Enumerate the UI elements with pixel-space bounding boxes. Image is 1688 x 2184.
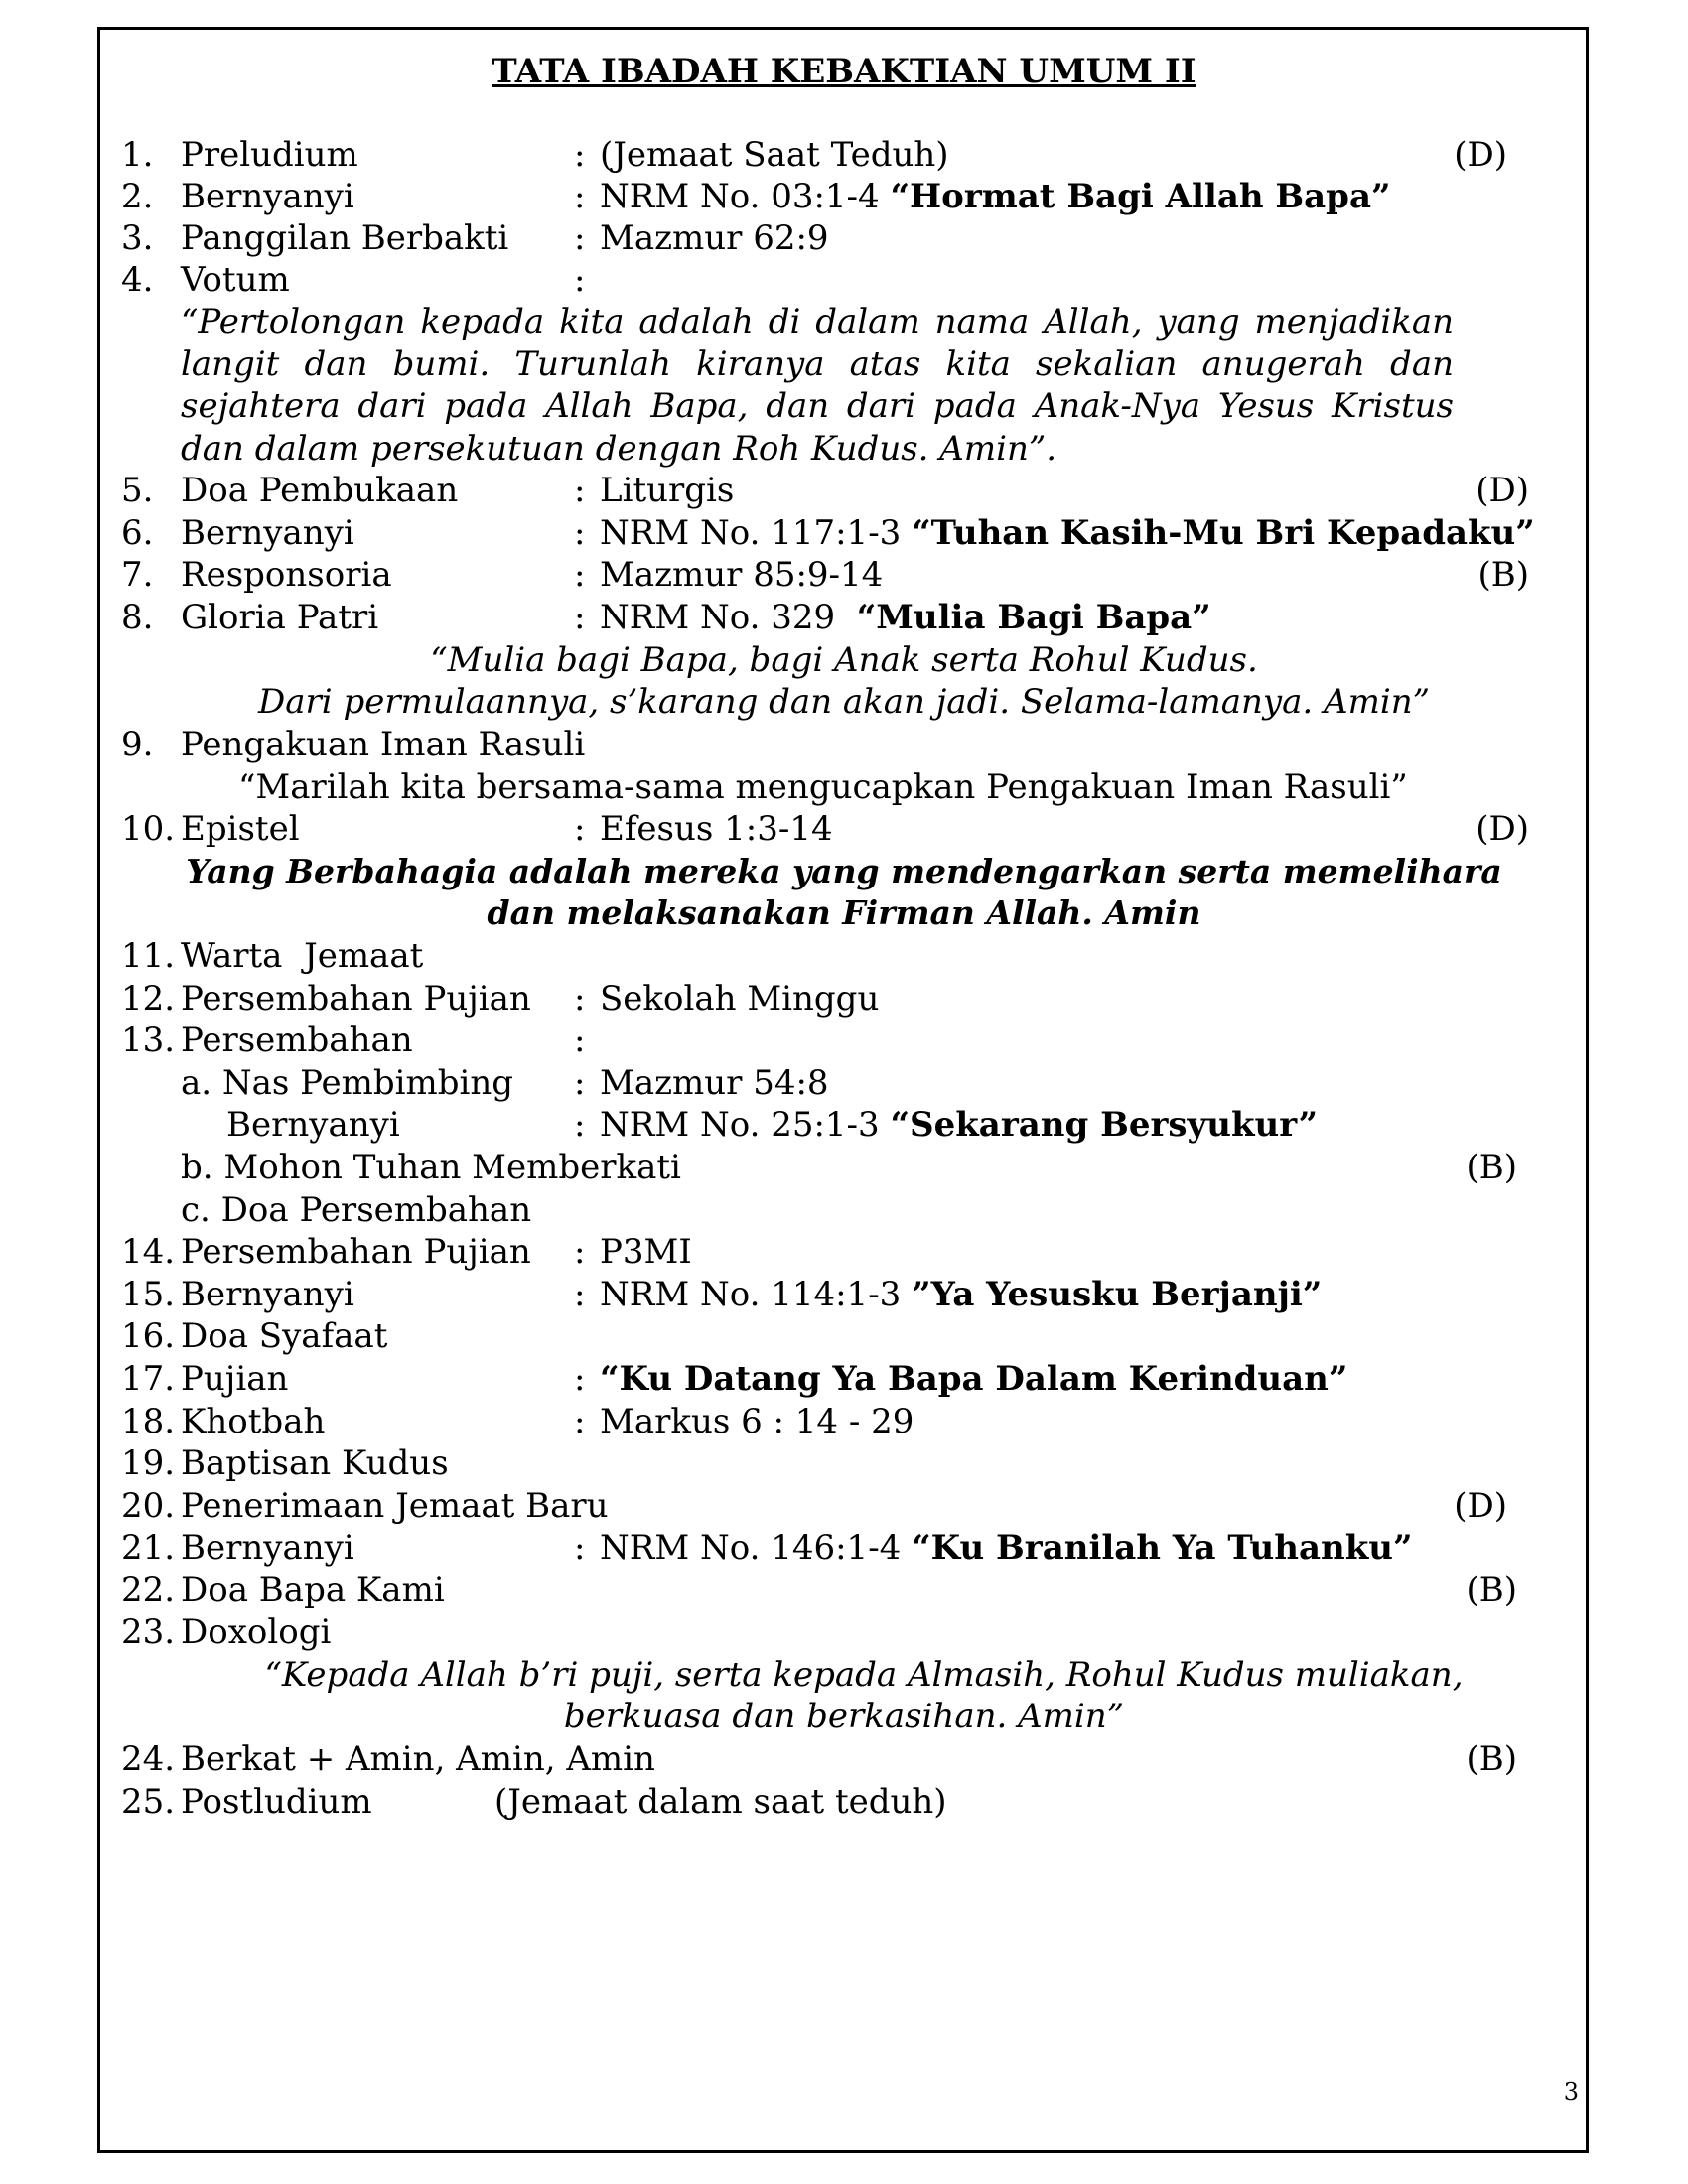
item-value: Efesus 1:3-14 bbox=[600, 809, 833, 849]
page-number: 3 bbox=[1563, 2078, 1579, 2106]
item-colon: : bbox=[574, 809, 586, 849]
doxologi-line-1: “Kepada Allah b’ri puji, serta kepada Almasih, Rohul Kudus muliakan, bbox=[264, 1655, 1464, 1695]
item-doa-syafaat bbox=[0, 1315, 1529, 1357]
item-label: Bernyanyi bbox=[181, 1528, 354, 1568]
item-colon: : bbox=[574, 1105, 586, 1145]
item-number: 14. bbox=[121, 1232, 176, 1272]
item-colon: : bbox=[574, 1275, 586, 1314]
item-value: Markus 6 : 14 - 29 bbox=[600, 1402, 914, 1441]
item-value: (Jemaat dalam saat teduh) bbox=[494, 1782, 947, 1822]
item-label: Votum bbox=[181, 260, 290, 300]
item-preludium bbox=[0, 134, 1507, 176]
item-colon: : bbox=[574, 979, 586, 1019]
item-colon: : bbox=[574, 177, 586, 216]
sub-item-value: Mazmur 54:8 bbox=[600, 1063, 829, 1103]
item-label: Epistel bbox=[181, 809, 300, 849]
item-label: Bernyanyi bbox=[181, 513, 354, 553]
item-number: 21. bbox=[121, 1528, 176, 1568]
item-number: 15. bbox=[121, 1275, 176, 1314]
item-label: Preludium bbox=[181, 135, 358, 175]
song-title: “Sekarang Bersyukur” bbox=[890, 1105, 1318, 1145]
item-label: Doxologi bbox=[181, 1612, 332, 1652]
item-code: (B) bbox=[1466, 1148, 1517, 1187]
item-colon: : bbox=[574, 135, 586, 175]
item-colon: : bbox=[574, 218, 586, 258]
item-label: Pujian bbox=[181, 1359, 289, 1399]
item-colon: : bbox=[574, 1402, 586, 1441]
item-label: Doa Syafaat bbox=[181, 1316, 388, 1356]
item-number: 6. bbox=[121, 513, 154, 553]
item-colon: : bbox=[574, 1359, 586, 1399]
item-number: 19. bbox=[121, 1443, 176, 1483]
item-berkat bbox=[0, 1738, 1517, 1780]
item-pengakuan-iman bbox=[0, 724, 1529, 765]
item-responsoria bbox=[0, 554, 1529, 596]
item-label: Persembahan bbox=[181, 1021, 413, 1060]
item-number: 17. bbox=[121, 1359, 176, 1399]
song-title: “Tuhan Kasih-Mu Bri Kepadaku” bbox=[912, 513, 1535, 553]
item-persembahan bbox=[0, 1020, 1529, 1061]
sub-item-doa-persembahan bbox=[0, 1189, 1529, 1231]
item-label: Warta Jemaat bbox=[181, 936, 424, 976]
item-number: 22. bbox=[121, 1570, 176, 1610]
item-number: 11. bbox=[121, 936, 176, 976]
song-number: NRM No. 117:1-3 bbox=[600, 513, 913, 553]
item-persembahan-pujian-2 bbox=[0, 1231, 1529, 1273]
item-label: Penerimaan Jemaat Baru bbox=[181, 1486, 609, 1526]
pengakuan-text: “Marilah kita bersama-sama mengucapkan Pengakuan Iman Rasuli” bbox=[238, 767, 1408, 807]
item-postludium bbox=[0, 1781, 1529, 1823]
item-number: 4. bbox=[121, 260, 154, 300]
item-number: 2. bbox=[121, 177, 154, 216]
item-colon: : bbox=[574, 471, 586, 510]
item-value: Sekolah Minggu bbox=[600, 979, 880, 1019]
item-label: Panggilan Berbakti bbox=[181, 218, 509, 258]
item-colon: : bbox=[574, 513, 586, 553]
item-bernyanyi-3 bbox=[0, 1274, 1529, 1315]
song-title: “Hormat Bagi Allah Bapa” bbox=[890, 177, 1391, 216]
song-number: NRM No. 03:1-4 bbox=[600, 177, 891, 216]
item-value: P3MI bbox=[600, 1232, 692, 1272]
document-title: TATA IBADAH KEBAKTIAN UMUM II bbox=[492, 52, 1196, 91]
item-number: 18. bbox=[121, 1402, 176, 1441]
item-penerimaan-jemaat bbox=[0, 1485, 1507, 1527]
item-bernyanyi-2 bbox=[0, 512, 1535, 554]
item-value bbox=[600, 176, 1391, 217]
item-number: 10. bbox=[121, 809, 176, 849]
item-gloria-patri bbox=[0, 597, 1529, 638]
item-bernyanyi-1 bbox=[0, 176, 1529, 217]
item-number: 8. bbox=[121, 598, 154, 637]
sub-item-label: Bernyanyi bbox=[226, 1105, 400, 1145]
item-colon: : bbox=[574, 1063, 586, 1103]
item-label: Baptisan Kudus bbox=[181, 1443, 449, 1483]
item-label: Doa Bapa Kami bbox=[181, 1570, 445, 1610]
item-number: 16. bbox=[121, 1316, 176, 1356]
item-number: 9. bbox=[121, 725, 154, 764]
item-number: 12. bbox=[121, 979, 176, 1019]
item-number: 1. bbox=[121, 135, 154, 175]
item-value: Mazmur 62:9 bbox=[600, 218, 829, 258]
song-title: “Mulia Bagi Bapa” bbox=[856, 598, 1211, 637]
item-code: (B) bbox=[1466, 1739, 1517, 1779]
item-code: (B) bbox=[1466, 1570, 1517, 1610]
item-baptisan-kudus bbox=[0, 1442, 1529, 1484]
item-doxologi bbox=[0, 1611, 1529, 1653]
item-votum bbox=[0, 259, 1529, 301]
song-title: “Ku Datang Ya Bapa Dalam Kerinduan” bbox=[600, 1359, 1348, 1399]
item-panggilan-berbakti bbox=[0, 217, 1529, 259]
song-number: NRM No. 114:1-3 bbox=[600, 1275, 913, 1314]
item-khotbah bbox=[0, 1401, 1529, 1442]
item-persembahan-pujian-1 bbox=[0, 978, 1529, 1020]
item-number: 23. bbox=[121, 1612, 176, 1652]
item-colon: : bbox=[574, 1528, 586, 1568]
item-value: (Jemaat Saat Teduh) bbox=[600, 135, 949, 175]
song-number: NRM No. 25:1-3 bbox=[600, 1105, 891, 1145]
item-code: (D) bbox=[1476, 809, 1529, 849]
item-doa-pembukaan bbox=[0, 470, 1529, 511]
item-number: 5. bbox=[121, 471, 154, 510]
item-value bbox=[600, 512, 1535, 554]
item-warta-jemaat bbox=[0, 935, 1529, 977]
item-label: Postludium bbox=[181, 1782, 372, 1822]
item-value bbox=[600, 597, 1211, 638]
item-label: Berkat + Amin, Amin, Amin bbox=[181, 1739, 655, 1779]
pengakuan-line bbox=[0, 766, 1529, 808]
sub-item-value bbox=[600, 1104, 1318, 1146]
sub-item-label: a. Nas Pembimbing bbox=[181, 1063, 514, 1103]
item-value: Liturgis bbox=[600, 471, 735, 510]
item-number: 7. bbox=[121, 555, 154, 595]
item-colon: : bbox=[574, 1232, 586, 1272]
song-number: NRM No. 329 bbox=[600, 598, 857, 637]
gloria-line-1: “Mulia bagi Bapa, bagi Anak serta Rohul Kudus. bbox=[430, 640, 1258, 680]
item-number: 20. bbox=[121, 1486, 176, 1526]
item-number: 13. bbox=[121, 1021, 176, 1060]
epistel-response-2: dan melaksanakan Firman Allah. Amin bbox=[487, 893, 1201, 932]
item-label: Responsoria bbox=[181, 555, 392, 595]
item-colon: : bbox=[574, 555, 586, 595]
sub-item-label: c. Doa Persembahan bbox=[181, 1190, 532, 1230]
item-value: Mazmur 85:9-14 bbox=[600, 555, 884, 595]
item-colon: : bbox=[574, 1021, 586, 1060]
item-label: Khotbah bbox=[181, 1402, 326, 1441]
song-title: ”Ya Yesusku Berjanji” bbox=[912, 1275, 1323, 1314]
doxologi-line-2: berkuasa dan berkasihan. Amin” bbox=[563, 1697, 1125, 1736]
item-colon: : bbox=[574, 598, 586, 637]
item-epistel bbox=[0, 808, 1529, 850]
gloria-line-2: Dari permulaannya, s’karang dan akan jadi. Selama-lamanya. Amin” bbox=[258, 682, 1430, 722]
item-label: Gloria Patri bbox=[181, 598, 379, 637]
item-bernyanyi-4 bbox=[0, 1527, 1529, 1569]
item-label: Bernyanyi bbox=[181, 177, 354, 216]
sub-item-bernyanyi bbox=[0, 1104, 1529, 1146]
item-number: 3. bbox=[121, 218, 154, 258]
sub-item-mohon-tuhan bbox=[0, 1147, 1517, 1188]
item-number: 25. bbox=[121, 1782, 176, 1822]
item-label: Persembahan Pujian bbox=[181, 1232, 531, 1272]
song-title: “Ku Branilah Ya Tuhanku” bbox=[912, 1528, 1413, 1568]
item-code: (D) bbox=[1476, 471, 1529, 510]
item-code: (B) bbox=[1477, 555, 1529, 595]
item-colon: : bbox=[574, 260, 586, 300]
item-label: Persembahan Pujian bbox=[181, 979, 531, 1019]
song-number: NRM No. 146:1-4 bbox=[600, 1528, 913, 1568]
item-number: 24. bbox=[121, 1739, 176, 1779]
item-label: Doa Pembukaan bbox=[181, 471, 459, 510]
item-pujian bbox=[0, 1358, 1529, 1400]
item-label: Bernyanyi bbox=[181, 1275, 354, 1314]
item-code: (D) bbox=[1454, 135, 1507, 175]
item-code: (D) bbox=[1454, 1486, 1507, 1526]
sub-item-label: b. Mohon Tuhan Memberkati bbox=[181, 1148, 681, 1187]
item-label: Pengakuan Iman Rasuli bbox=[181, 725, 586, 764]
sub-item-nas-pembimbing bbox=[0, 1062, 1529, 1104]
votum-text: “Pertolongan kepada kita adalah di dalam nama Allah, yang menjadikan langit dan bumi. Turunlah kiranya atas kita sekalian anugerah dan sejahtera dari pada Allah Bapa, dan dari pada Anak-Nya Yesus Kristus dan dalam persekutuan dengan Roh Kudus. Amin”. bbox=[181, 302, 1454, 469]
item-value bbox=[600, 1527, 1413, 1569]
item-value bbox=[600, 1274, 1322, 1315]
epistel-response-1: Yang Berbahagia adalah mereka yang mendengarkan serta memelihara bbox=[186, 852, 1502, 890]
item-doa-bapa-kami bbox=[0, 1570, 1517, 1611]
